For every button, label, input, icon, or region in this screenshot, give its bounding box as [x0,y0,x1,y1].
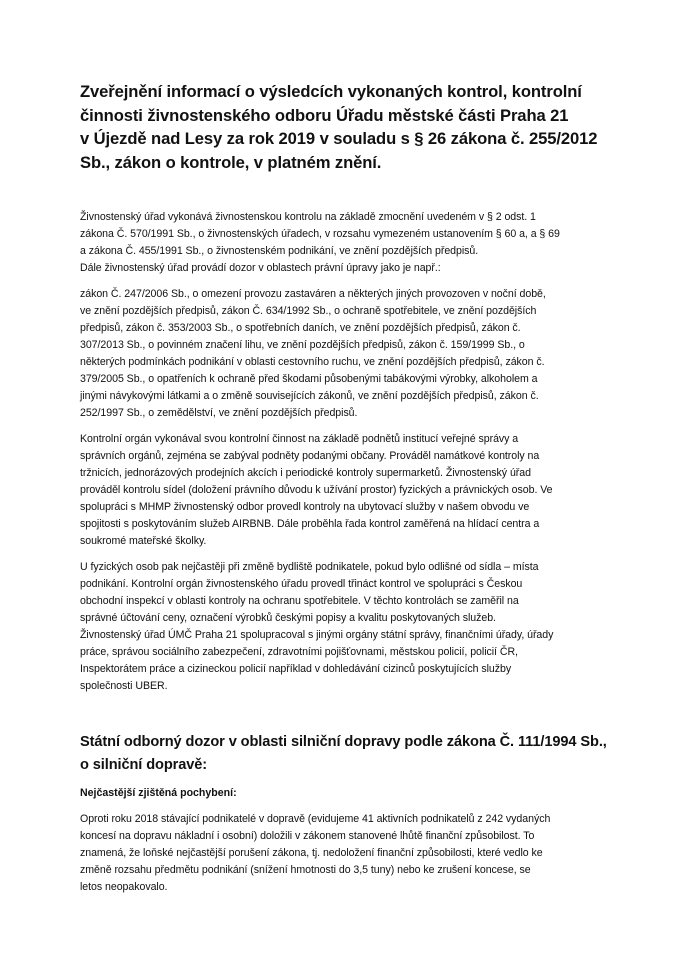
text-line: koncesí na dopravu nákladní i osobní) doložili v zákonem stanovené lhůtě finanční způsobilost. To [80,830,535,842]
text-line: Kontrolní orgán vykonával svou kontrolní činnost na základě podnětů institucí veřejné správy a [80,433,519,445]
text-line: práce, správou sociálního zabezpečení, zdravotními pojišťovnami, městskou policií, policií ČR, [80,646,518,658]
subheading-common-violations: Nejčastější zjištěná pochybení: [80,787,237,799]
paragraph-cooperation [80,559,600,695]
title-line: činnosti živnostenského odboru Úřadu městské části Praha 21 [80,105,569,125]
text-line: 379/2005 Sb., o opatřeních k ochraně před škodami působenými tabákovými výrobky, alkoholem a [80,373,538,385]
text-line: podnikání. Kontrolní orgán živnostenského úřadu provedl třináct kontrol ve spolupráci s Českou [80,578,523,590]
title-line: Zveřejnění informací o výsledcích vykonaných kontrol, kontrolní [80,82,582,101]
heading-line: o silniční dopravě: [80,756,208,773]
text-line: 307/2013 Sb., o povinném značení lihu, ve znění pozdějších předpisů, zákon č. 159/1999 Sb., o [80,339,525,351]
text-line: některých podmínkách podnikání v oblasti cestovního ruchu, ve znění pozdějších předpisů, zákon č. [80,356,545,368]
section-heading-road-transport [80,731,607,776]
text-line: Živnostenský úřad vykonává živnostenskou kontrolu na základě zmocnění uvedeném v § 2 odst. 1 [80,211,536,223]
text-line: Živnostenský úřad ÚMČ Praha 21 spolupracoval s jinými orgány státní správy, finančními úřady, úřady [80,629,554,641]
text-line: tržnicích, jednorázových prodejních akcích i periodické kontroly supermarketů. Živnostenský úřad [80,467,531,479]
text-line: Dále živnostenský úřad provádí dozor v oblastech právní úpravy jako je např.: [80,262,441,274]
paragraph-activities [80,431,600,550]
document-title [80,80,600,174]
text-line: 252/1997 Sb., o zemědělství, ve znění pozdějších předpisů. [80,407,358,419]
text-line: spojitosti s poskytováním služeb AIRBNB. Dále proběhla řada kontrol zaměřená na hlídací centra a [80,518,540,530]
paragraph-road-transport [80,811,600,896]
text-line: zákona Č. 570/1991 Sb., o živnostenských úřadech, v rozsahu vymezeném ustanovením § 60 a, a § 69 [80,228,560,240]
text-line: Oproti roku 2018 stávající podnikatelé v dopravě (evidujeme 41 aktivních podnikatelů z 242 vydaných [80,813,551,825]
text-line: letos neopakovalo. [80,881,168,893]
heading-line: Státní odborný dozor v oblasti silniční dopravy podle zákona Č. 111/1994 Sb., [80,734,607,750]
text-line: U fyzických osob pak nejčastěji při změně bydliště podnikatele, pokud bylo odlišné od sídla – místa [80,561,539,573]
paragraph-laws [80,286,600,422]
text-line: zákon Č. 247/2006 Sb., o omezení provozu zastaváren a některých jiných provozoven v noční době, [80,288,546,300]
text-line: správné účtování ceny, označení výrobků českými popisy a kvalitu poskytovaných služeb. [80,612,496,624]
text-line: prováděl kontrolu sídel (doložení právního důvodu k užívání prostor) fyzických a právnických osob. Ve [80,484,553,496]
text-line: a zákona Č. 455/1991 Sb., o živnostenském podnikání, ve znění pozdějších předpisů. [80,245,479,257]
paragraph-competence [80,209,600,277]
text-line: Inspektorátem práce a cizineckou policií například v dohledávání cizinců poskytujících služby [80,663,512,675]
text-line: jinými návykovými látkami a o změně souvisejících zákonů, ve znění pozdějších předpisů, zákon č. [80,390,539,402]
text-line: předpisů, zákon č. 353/2003 Sb., o spotřebních daních, ve znění pozdějších předpisů, zákon č. [80,322,521,334]
text-line: obchodní inspekcí v oblasti kontroly na ochranu spotřebitele. V těchto kontrolách se zaměřil na [80,595,519,607]
text-line: soukromé mateřské školky. [80,535,207,547]
title-line: Sb., zákon o kontrole, v platném znění. [80,152,382,172]
text-line: spolupráci s MHMP živnostenský odbor provedl kontroly na ubytovací služby v našem obvodu ve [80,501,530,513]
title-line: v Újezdě nad Lesy za rok 2019 v souladu s § 26 zákona č. 255/2012 [80,129,598,148]
text-line: ve znění pozdějších předpisů, zákon Č. 634/1992 Sb., o ochraně spotřebitele, ve znění pozdějších [80,305,537,317]
document-page [80,80,607,896]
text-line: společnosti UBER. [80,680,168,692]
text-line: správních orgánů, zejména se zabýval podněty podanými občany. Prováděl namátkové kontroly na [80,450,540,462]
text-line: znamená, že loňské nejčastější porušení zákona, tj. nedoložení finanční způsobilosti, které vedlo ke [80,847,543,859]
text-line: změně rozsahu předmětu podnikání (snížení hmotnosti do 3,5 tuny) nebo ke zrušení koncese, se [80,864,531,876]
